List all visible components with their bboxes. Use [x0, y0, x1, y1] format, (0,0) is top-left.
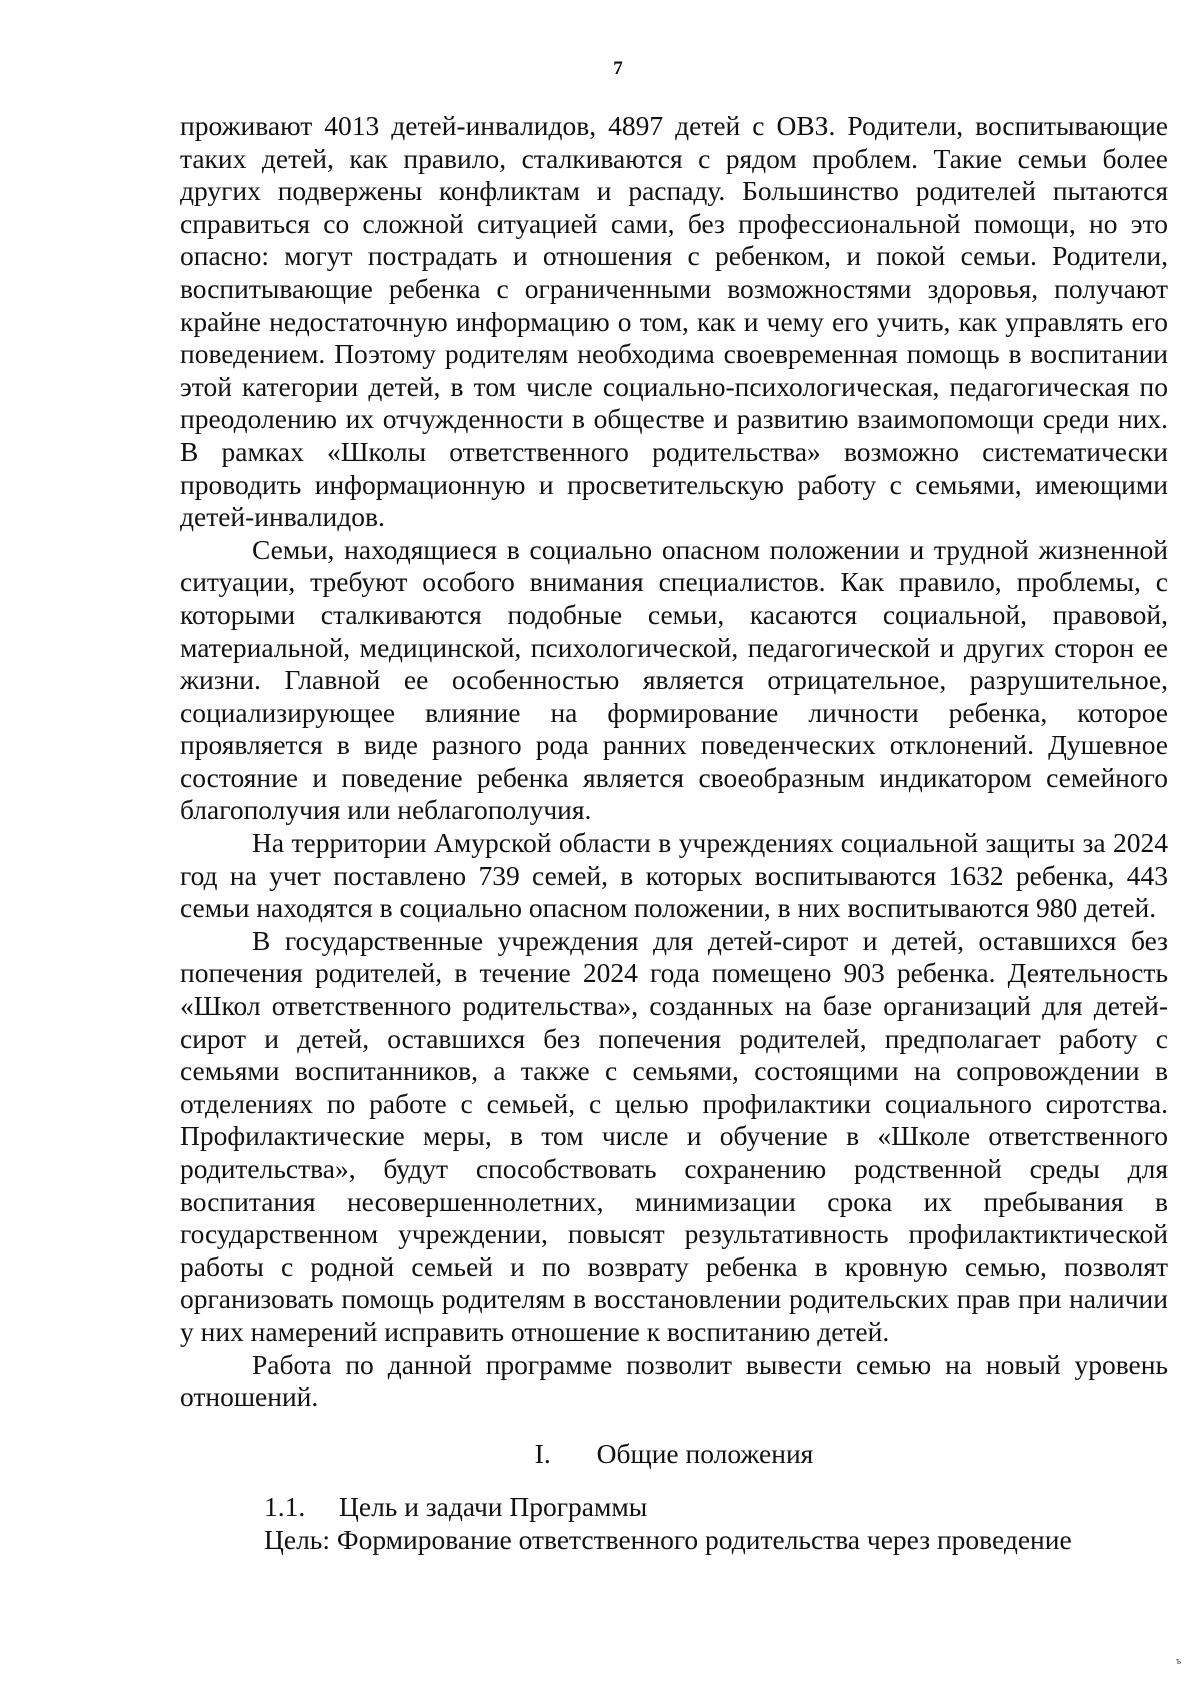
scan-mark: ъ	[1176, 1656, 1182, 1667]
section-number: I.	[534, 1437, 551, 1469]
goal-line: Цель: Формирование ответственного родительства через проведение	[264, 1523, 1072, 1555]
paragraph: Семьи, находящиеся в социально опасном положении и трудной жизненной ситуации, требуют особого внимания специалистов. Как правило, проблемы, с которыми сталкиваются подобные семьи, касаются социальной, правовой, материальной, медицинской, психологической, педагогической и других сторон ее жизни. Главной ее особенностью является отрицательное, разрушительное, социализирующее влияние на формирование личности ребенка, которое проявляется в виде разного рода ранних поведенческих отклонений. Душевное состояние и поведение ребенка является своеобразным индикатором семейного благополучия или неблагополучия.	[180, 533, 1168, 826]
page-number: 7	[613, 58, 623, 79]
paragraph: В государственные учреждения для детей-сирот и детей, оставшихся без попечения родителей, в течение 2024 года помещено 903 ребенка. Деятельность «Школ ответственного родительства», созданных на базе организаций для детей-сирот и детей, оставшихся без попечения родителей, предполагает работу с семьями воспитанников, а также с семьями, состоящими на сопровождении в отделениях по работе с семьей, с целью профилактики социального сиротства. Профилактические меры, в том числе и обучение в «Школе ответственного родительства», будут способствовать сохранению родственной среды для воспитания несовершеннолетних, минимизации срока их пребывания в государственном учреждении, повысят результативность профилактиктической работы с родной семьей и по возврату ребенка в кровную семью, позволят организовать помощь родителям в восстановлении родительских прав при наличии у них намерений исправить отношение к воспитанию детей.	[180, 924, 1168, 1347]
section-heading	[180, 1438, 1168, 1471]
subsection-heading	[180, 1491, 1168, 1524]
paragraph: На территории Амурской области в учреждениях социальной защиты за 2024 год на учет поставлено 739 семей, в которых воспитываются 1632 ребенка, 443 семьи находятся в социально опасном положении, в них воспитываются 980 детей.	[180, 827, 1168, 924]
subsection-number: 1.1.	[264, 1491, 306, 1523]
subsection-title: Цель и задачи Программы	[339, 1491, 648, 1523]
paragraph: проживают 4013 детей-инвалидов, 4897 детей с ОВЗ. Родители, воспитывающие таких детей, как правило, сталкиваются с рядом проблем. Такие семьи более других подвержены конфликтам и распаду. Большинство родителей пытаются справиться со сложной ситуацией сами, без профессиональной помощи, но это опасно: могут пострадать и отношения с ребенком, и покой семьи. Родители, воспитывающие ребенка с ограниченными возможностями здоровья, получают крайне недостаточную информацию о том, как и чему его учить, как управлять его поведением. Поэтому родителям необходима своевременная помощь в воспитании этой категории детей, в том числе социально-психологическая, педагогическая по преодолению их отчужденности в обществе и развитию взаимопомощи среди них. В рамках «Школы ответственного родительства» возможно систематически проводить информационную и просветительскую работу с семьями, имеющими детей-инвалидов.	[180, 110, 1168, 533]
paragraph: Работа по данной программе позволит вывести семью на новый уровень отношений.	[180, 1348, 1168, 1413]
section-title: Общие положения	[596, 1437, 814, 1469]
document-body	[180, 110, 1168, 1557]
